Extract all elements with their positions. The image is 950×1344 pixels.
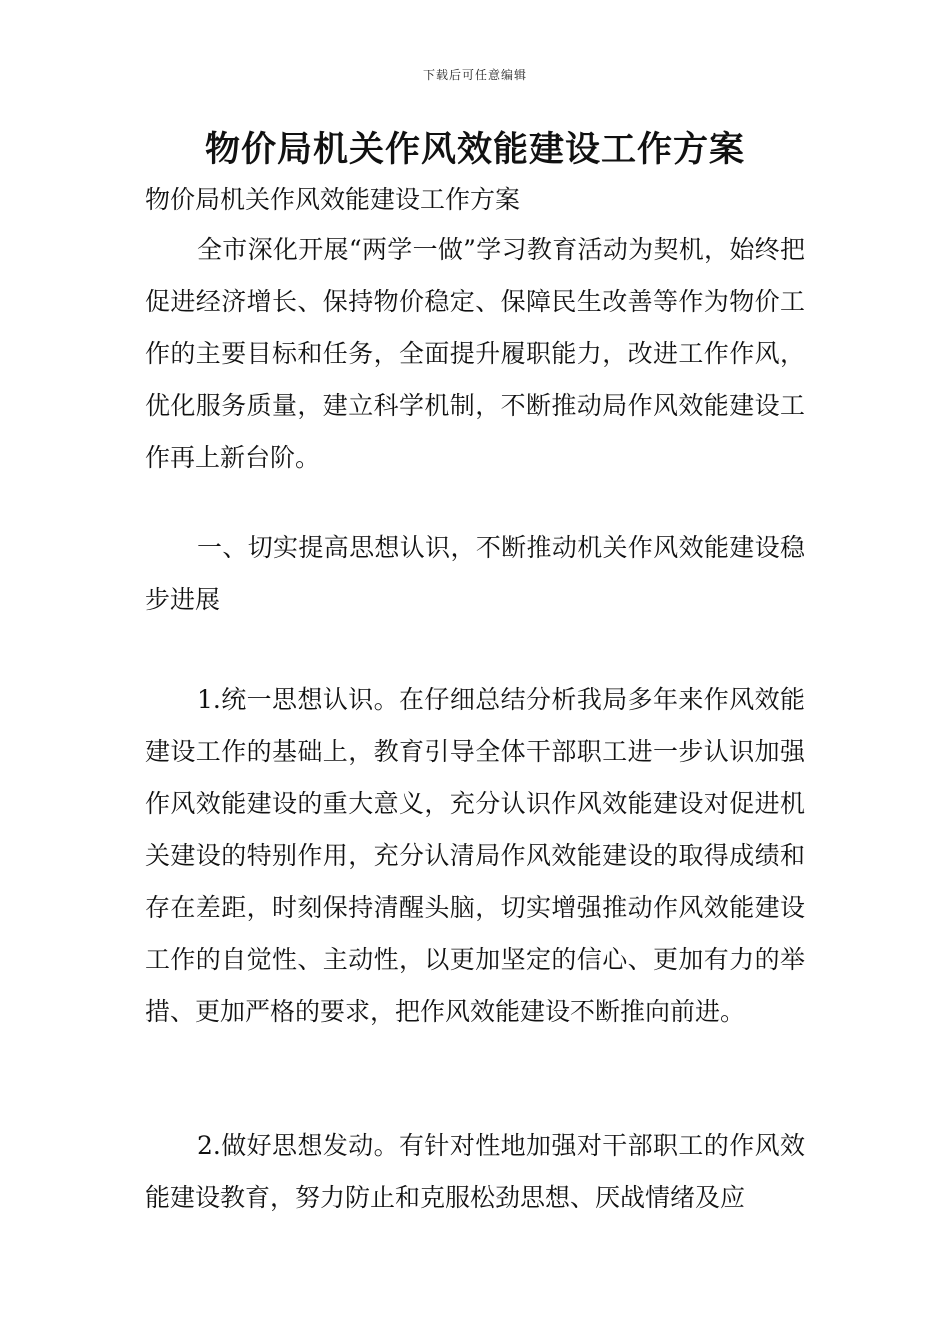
paragraph-item-2: 2.做好思想发动。有针对性地加强对干部职工的作风效能建设教育，努力防止和克服松劲思想、厌战情绪及应 xyxy=(145,1131,805,1212)
header-note: 下载后可任意编辑 xyxy=(422,68,527,82)
section-heading-1: 一、切实提高思想认识，不断推动机关作风效能建设稳步进展 xyxy=(145,533,805,614)
paragraph-intro: 全市深化开展“两学一做”学习教育活动为契机，始终把促进经济增长、保持物价稳定、保障民生改善等作为物价工作的主要目标和任务，全面提升履职能力，改进工作作风，优化服务质量，建立科学机制，不断推动局作风效能建设工作再上新台阶。 xyxy=(145,235,805,472)
document-subtitle: 物价局机关作风效能建设工作方案 xyxy=(145,185,521,214)
document-title: 物价局机关作风效能建设工作方案 xyxy=(204,130,745,170)
paragraph-item-1: 1.统一思想认识。在仔细总结分析我局多年来作风效能建设工作的基础上，教育引导全体干部职工进一步认识加强作风效能建设的重大意义，充分认识作风效能建设对促进机关建设的特别作用，充分认清局作风效能建设的取得成绩和存在差距，时刻保持清醒头脑，切实增强推动作风效能建设工作的自觉性、主动性，以更加坚定的信心、更加有力的举措、更加严格的要求，把作风效能建设不断推向前进。 xyxy=(145,685,805,1026)
